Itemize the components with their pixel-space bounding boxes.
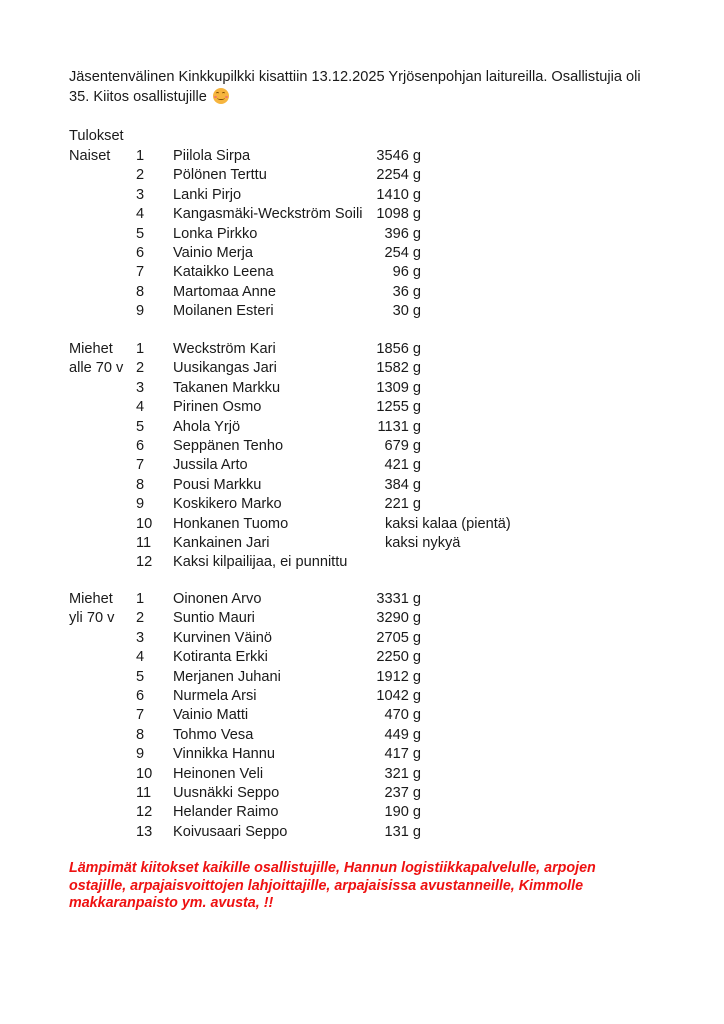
catch-weight: 1255 g: [376, 399, 421, 416]
result-row: [0, 147, 724, 166]
catch-weight: 1912 g: [376, 668, 421, 685]
catch-weight: 1131 g: [377, 418, 421, 435]
result-row: [0, 745, 724, 764]
catch-weight: 30 g: [392, 303, 421, 320]
catch-weight: 237 g: [384, 784, 421, 801]
rank: 13: [136, 823, 153, 840]
catch-weight: 384 g: [384, 476, 421, 493]
participant-name: Martomaa Anne: [173, 283, 277, 300]
result-row: [0, 302, 724, 321]
result-row: [0, 359, 724, 378]
catch-weight: 321 g: [384, 765, 421, 782]
result-row: [0, 283, 724, 302]
rank: 5: [136, 418, 145, 435]
rank: 9: [136, 496, 145, 513]
catch-weight: 470 g: [384, 707, 421, 724]
rank: 8: [136, 726, 145, 743]
result-row: [0, 263, 724, 282]
rank: 1: [136, 341, 145, 357]
catch-weight: 2254 g: [376, 167, 421, 184]
catch-weight: 2705 g: [376, 629, 421, 646]
category-label: Naiset: [69, 148, 111, 164]
result-row: [0, 668, 724, 687]
category-label: Miehet: [69, 341, 113, 357]
rank: 7: [136, 264, 145, 281]
result-row: [0, 534, 724, 553]
catch-weight: 96 g: [392, 264, 421, 281]
rank: 10: [136, 515, 153, 532]
participant-name: Pölönen Terttu: [173, 167, 267, 184]
result-row: [0, 437, 724, 456]
rank: 3: [136, 629, 145, 646]
participant-name: Takanen Markku: [173, 379, 281, 396]
result-row: [0, 186, 724, 205]
result-row: [0, 379, 724, 398]
rank: 4: [136, 206, 145, 223]
participant-name: Honkanen Tuomo: [173, 515, 289, 532]
rank: 6: [136, 687, 145, 704]
participant-name: Kangasmäki-Weckström Soili: [173, 206, 363, 223]
catch-weight: 2250 g: [376, 649, 421, 666]
result-row: [0, 726, 724, 745]
participant-name: Heinonen Veli: [173, 765, 264, 782]
catch-weight: 1582 g: [376, 360, 421, 377]
result-row: [0, 398, 724, 417]
result-row: [0, 476, 724, 495]
catch-weight: 254 g: [384, 244, 421, 261]
result-row: [0, 687, 724, 706]
intro-text: Jäsentenvälinen Kinkkupilkki kisattiin 13.12.2025 Yrjösenpohjan laitureilla. Osallistujia oli 35. Kiitos osallistujille: [69, 69, 641, 105]
section-naiset: [0, 147, 724, 322]
catch-weight: 1098 g: [376, 206, 421, 223]
rank: 4: [136, 399, 145, 416]
result-row: [0, 515, 724, 534]
result-row: [0, 166, 724, 185]
rank: 3: [136, 379, 145, 396]
participant-name: Merjanen Juhani: [173, 668, 281, 685]
result-row: [0, 609, 724, 628]
participant-name: Kataikko Leena: [173, 264, 274, 281]
participant-name: Kaksi kilpailijaa, ei punnittu: [173, 554, 348, 571]
participant-name: Seppänen Tenho: [173, 437, 284, 454]
section-miehet-yli-70: [0, 590, 724, 842]
rank: 9: [136, 303, 145, 320]
catch-weight: 36 g: [392, 283, 421, 300]
participant-name: Piilola Sirpa: [173, 148, 251, 164]
result-row: [0, 495, 724, 514]
intro-paragraph: [69, 67, 659, 107]
participant-name: Pousi Markku: [173, 476, 262, 493]
catch-weight: 221 g: [384, 496, 421, 513]
participant-name: Kotiranta Erkki: [173, 649, 268, 666]
thanks-message: Lämpimät kiitokset kaikille osallistujille, Hannun logistiikkapalvelulle, arpojen ostajille, arpajaisvoittojen lahjoittajille, arpajaisissa avustanneille, Kimmolle makkaranpaisto ym. avusta, !!: [69, 860, 596, 911]
participant-name: Weckström Kari: [173, 341, 276, 357]
rank: 6: [136, 244, 145, 261]
rank: 8: [136, 283, 145, 300]
result-row: [0, 456, 724, 475]
participant-name: Lanki Pirjo: [173, 186, 242, 203]
result-row: [0, 706, 724, 725]
participant-name: Nurmela Arsi: [173, 687, 257, 704]
participant-name: Vinnikka Hannu: [173, 746, 275, 763]
catch-weight: 190 g: [384, 804, 421, 821]
result-note: kaksi nykyä: [385, 534, 461, 551]
result-row: [0, 590, 724, 609]
rank: 9: [136, 746, 145, 763]
participant-name: Jussila Arto: [173, 457, 248, 474]
result-row: [0, 784, 724, 803]
rank: 11: [136, 534, 152, 551]
result-row: [0, 205, 724, 224]
catch-weight: 1309 g: [376, 379, 421, 396]
catch-weight: 449 g: [384, 726, 421, 743]
participant-name: Helander Raimo: [173, 804, 279, 821]
participant-name: Oinonen Arvo: [173, 591, 262, 607]
catch-weight: 1042 g: [376, 687, 421, 704]
rank: 5: [136, 225, 145, 242]
participant-name: Ahola Yrjö: [173, 418, 241, 435]
category-label: Miehet: [69, 591, 113, 607]
result-row: [0, 765, 724, 784]
result-row: [0, 340, 724, 359]
result-row: [0, 225, 724, 244]
catch-weight: 1410 g: [376, 186, 421, 203]
category-label: yli 70 v: [69, 610, 115, 627]
catch-weight: 679 g: [384, 437, 421, 454]
category-label: alle 70 v: [69, 360, 124, 377]
participant-name: Kankainen Jari: [173, 534, 270, 551]
results-heading: Tulokset: [69, 128, 124, 144]
participant-name: Uusikangas Jari: [173, 360, 277, 377]
result-row: [0, 648, 724, 667]
participant-name: Kurvinen Väinö: [173, 629, 272, 646]
rank: 10: [136, 765, 153, 782]
result-row: [0, 553, 724, 572]
participant-name: Moilanen Esteri: [173, 303, 274, 320]
rank: 1: [136, 148, 145, 164]
participant-name: Pirinen Osmo: [173, 399, 262, 416]
catch-weight: 417 g: [384, 746, 421, 763]
rank: 7: [136, 457, 145, 474]
participant-name: Uusnäkki Seppo: [173, 784, 280, 801]
result-row: [0, 629, 724, 648]
rank: 3: [136, 186, 145, 203]
rank: 11: [136, 784, 152, 801]
rank: 2: [136, 360, 145, 377]
result-row: [0, 418, 724, 437]
rank: 1: [136, 591, 145, 607]
smiling-face-icon: [213, 88, 229, 104]
rank: 7: [136, 707, 145, 724]
catch-weight: 1856 g: [376, 341, 421, 357]
participant-name: Koskikero Marko: [173, 496, 282, 513]
rank: 2: [136, 167, 145, 184]
participant-name: Lonka Pirkko: [173, 225, 258, 242]
rank: 12: [136, 554, 153, 571]
rank: 8: [136, 476, 145, 493]
result-row: [0, 823, 724, 842]
participant-name: Suntio Mauri: [173, 610, 255, 627]
rank: 12: [136, 804, 153, 821]
participant-name: Vainio Matti: [173, 707, 249, 724]
rank: 6: [136, 437, 145, 454]
catch-weight: 3290 g: [376, 610, 421, 627]
rank: 5: [136, 668, 145, 685]
participant-name: Vainio Merja: [173, 244, 254, 261]
catch-weight: 396 g: [384, 225, 421, 242]
participant-name: Koivusaari Seppo: [173, 823, 288, 840]
participant-name: Tohmo Vesa: [173, 726, 254, 743]
catch-weight: 3331 g: [376, 591, 421, 607]
rank: 4: [136, 649, 145, 666]
section-miehet-alle-70: [0, 340, 724, 573]
result-row: [0, 244, 724, 263]
catch-weight: 3546 g: [376, 148, 421, 164]
result-row: [0, 803, 724, 822]
result-note: kaksi kalaa (pientä): [385, 515, 511, 532]
rank: 2: [136, 610, 145, 627]
catch-weight: 131 g: [384, 823, 421, 840]
catch-weight: 421 g: [384, 457, 421, 474]
